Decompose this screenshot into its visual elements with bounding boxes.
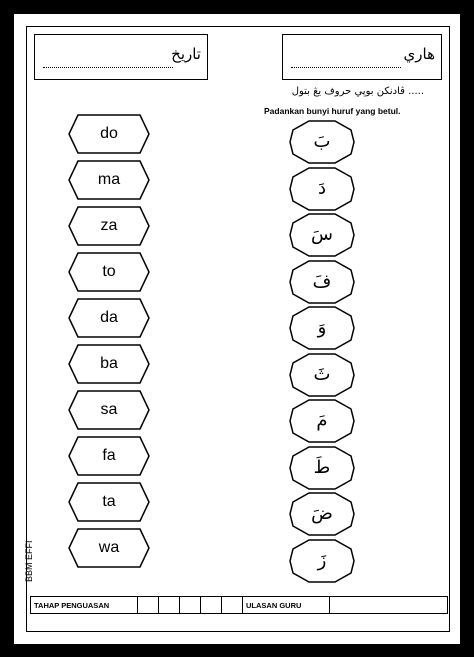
syllable-text: sa	[100, 401, 118, 418]
letter-text: ضَ	[311, 503, 333, 524]
letter-text: دَ	[317, 177, 326, 199]
letter-octagon[interactable]	[289, 213, 355, 257]
mastery-cell-1[interactable]	[138, 597, 159, 614]
mastery-cell-5[interactable]	[222, 597, 243, 614]
syllable-text: to	[102, 263, 116, 280]
syllable-hexagon[interactable]	[68, 390, 150, 430]
letter-text: سَ	[311, 224, 333, 245]
instruction-jawi: ڤادنكن بوڽي حروف يڠ بتول .....	[291, 86, 424, 97]
syllable-hexagon[interactable]	[68, 528, 150, 568]
syllable-text: za	[100, 217, 118, 234]
syllable-hexagon[interactable]	[68, 206, 150, 246]
worksheet-page	[14, 14, 460, 644]
syllable-text: fa	[102, 447, 116, 464]
syllable-text: ma	[97, 171, 121, 188]
instruction-malay: Padankan bunyi huruf yang betul.	[264, 106, 401, 116]
day-dotted-line	[291, 67, 401, 68]
mastery-cell-4[interactable]	[201, 597, 222, 614]
letter-octagon[interactable]	[289, 353, 355, 397]
comment-cell[interactable]	[330, 597, 448, 614]
syllable-text: do	[100, 125, 118, 142]
mastery-cell-2[interactable]	[159, 597, 180, 614]
letter-octagon[interactable]	[289, 120, 355, 164]
syllable-hexagon[interactable]	[68, 344, 150, 384]
date-label: تاريخ	[171, 45, 201, 63]
letter-text: زَ	[317, 549, 327, 571]
day-box	[282, 34, 442, 80]
date-box	[34, 34, 208, 80]
letter-text: فَ	[312, 270, 332, 292]
syllable-text: ta	[102, 493, 116, 510]
mastery-label: TAHAP PENGUASAN	[31, 597, 138, 614]
syllable-text: wa	[98, 539, 120, 556]
syllable-hexagon[interactable]	[68, 298, 150, 338]
syllable-hexagon[interactable]	[68, 160, 150, 200]
letter-text: طَ	[313, 456, 331, 478]
syllable-hexagon[interactable]	[68, 482, 150, 522]
assessment-table	[30, 596, 448, 614]
syllable-text: ba	[100, 355, 118, 372]
letter-text: وَ	[317, 317, 327, 338]
comment-label: ULASAN GURU	[243, 597, 330, 614]
letter-text: مَ	[316, 410, 328, 431]
syllable-hexagon[interactable]	[68, 436, 150, 476]
day-label: هاري	[403, 45, 435, 63]
syllable-hexagon[interactable]	[68, 114, 150, 154]
syllable-hexagon[interactable]	[68, 252, 150, 292]
letter-octagon[interactable]	[289, 399, 355, 443]
letter-octagon[interactable]	[289, 539, 355, 583]
mastery-cell-3[interactable]	[180, 597, 201, 614]
letter-text: بَ	[313, 131, 331, 152]
credit-text: BBM EFFI	[24, 540, 34, 582]
letter-octagon[interactable]	[289, 260, 355, 304]
date-dotted-line	[43, 67, 173, 68]
letter-octagon[interactable]	[289, 167, 355, 211]
letter-text: ثَ	[313, 363, 331, 385]
letter-octagon[interactable]	[289, 446, 355, 490]
syllable-text: da	[100, 309, 118, 326]
letter-octagon[interactable]	[289, 306, 355, 350]
letter-octagon[interactable]	[289, 492, 355, 536]
